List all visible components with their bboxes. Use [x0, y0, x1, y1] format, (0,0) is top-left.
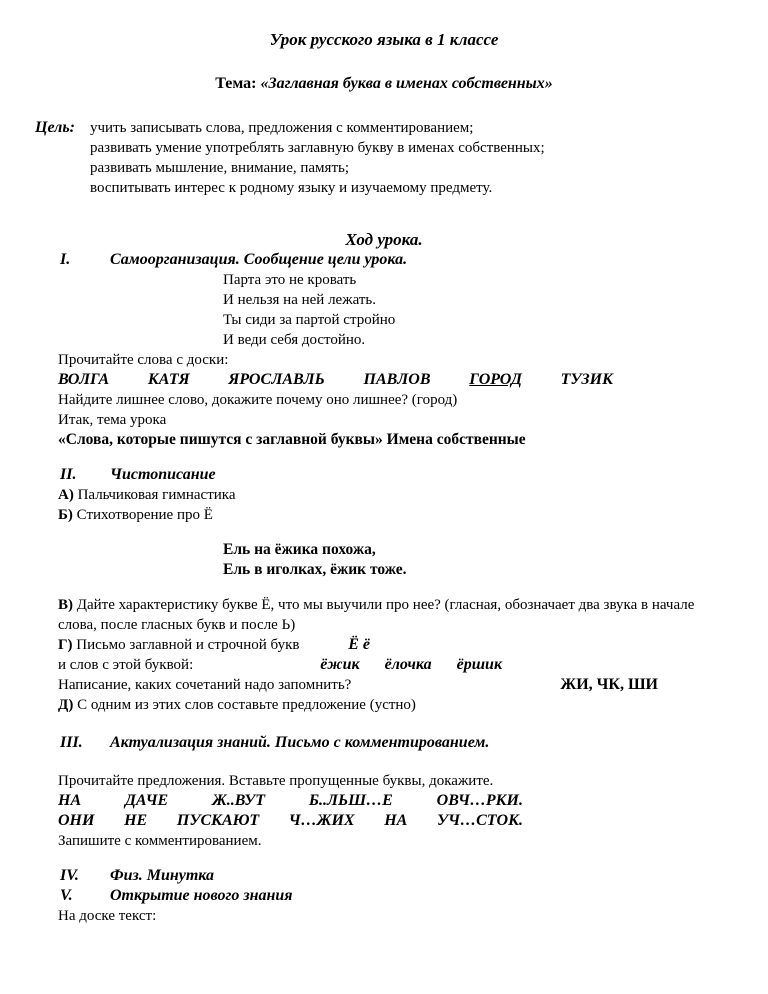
goal-line: воспитывать интерес к родному языку и изучаемому предмету.: [90, 180, 493, 196]
section-1-number: I.: [60, 251, 71, 268]
section-4-title: Физ. Минутка: [110, 867, 215, 884]
lesson-flow-heading: Ход урока.: [345, 230, 423, 249]
board-word: КАТЯ: [147, 371, 190, 388]
sentence-word: НЕ: [124, 812, 148, 829]
board-word: ЯРОСЛАВЛЬ: [228, 371, 325, 388]
goal-block: [0, 118, 768, 198]
letter-words-label: и слов с этой буквой:: [58, 657, 194, 673]
board-word-underlined: ГОРОД: [469, 371, 522, 388]
sentence-word: ОНИ: [58, 812, 95, 829]
so-theme-line: Итак, тема урока: [58, 412, 167, 428]
combinations-line: [58, 675, 658, 695]
letter-word: ёжик: [320, 656, 360, 673]
read-sentences-prompt: Прочитайте предложения. Вставьте пропущенные буквы, докажите.: [58, 773, 494, 789]
letters-sample: Ё ё: [348, 636, 370, 653]
item-v-text: Дайте характеристику букве Ё, что мы выучили про нее? (гласная, обозначает два звука в начале слова, после гласных букв и после Ь): [58, 597, 695, 633]
board-word: ПАВЛОВ: [363, 371, 431, 388]
sentence-word: ОВЧ…РКИ.: [436, 792, 523, 809]
sentence-word: ДАЧЕ: [124, 792, 169, 809]
letter-word: ёлочка: [384, 656, 432, 673]
item-d-label: Д): [58, 697, 74, 713]
section-3-number: III.: [60, 734, 83, 751]
combinations-value: ЖИ, ЧК, ШИ: [560, 676, 658, 693]
theme-text: «Заглавная буква в именах собственных»: [260, 75, 553, 92]
section-2-number: II.: [60, 466, 77, 483]
item-g-text: Письмо заглавной и строчной букв: [76, 637, 300, 653]
page-title: Урок русского языка в 1 классе: [269, 30, 499, 49]
section-5-heading: [60, 886, 768, 906]
dictation-sentence-1: [58, 791, 523, 811]
write-prompt: Запишите с комментированием.: [58, 833, 262, 849]
sentence-word: Ч…ЖИХ: [288, 812, 355, 829]
letter-words: [320, 655, 502, 675]
sentence-word: НА: [384, 812, 408, 829]
board-words-row: [58, 370, 613, 390]
section-3-heading: [60, 733, 768, 753]
poem-block: [223, 270, 768, 350]
rhyme-line: Ель в иголках, ёжик тоже.: [223, 561, 407, 578]
sentence-word: Б..ЛЬШ…Е: [308, 792, 393, 809]
section-4-number: IV.: [60, 867, 79, 884]
poem-line: И веди себя достойно.: [223, 332, 366, 348]
section-2-title: Чистописание: [110, 466, 216, 483]
item-a-text: Пальчиковая гимнастика: [77, 487, 236, 503]
item-v: [58, 595, 713, 635]
goal-lines: [90, 118, 545, 198]
item-a-label: А): [58, 487, 74, 503]
section-5-title: Открытие нового знания: [110, 887, 293, 904]
combinations-prompt: Написание, каких сочетаний надо запомнить?: [58, 677, 352, 693]
item-g: [58, 635, 728, 655]
goal-line: учить записывать слова, предложения с комментированием;: [90, 120, 474, 136]
board-word: ТУЗИК: [560, 371, 613, 388]
board-word: ВОЛГА: [58, 371, 110, 388]
board-text-prompt: На доске текст:: [58, 908, 157, 924]
goal-line: развивать мышление, внимание, память;: [90, 160, 350, 176]
item-b: [58, 505, 728, 525]
sentence-word: ПУСКАЮТ: [176, 812, 260, 829]
item-d: [58, 695, 728, 715]
item-b-label: Б): [58, 507, 73, 523]
section-4-heading: [60, 866, 768, 886]
sentence-word: Ж..ВУТ: [212, 792, 265, 809]
read-words-prompt: Прочитайте слова с доски:: [58, 352, 229, 368]
theme-statement: «Слова, которые пишутся с заглавной буквы» Имена собственные: [58, 431, 526, 448]
letter-word: ёршик: [456, 656, 503, 673]
poem-line: Ты сиди за партой стройно: [223, 312, 396, 328]
sentence-word: НА: [58, 792, 82, 809]
item-a: [58, 485, 728, 505]
letter-words-line: [58, 655, 728, 675]
section-1-title: Самоорганизация. Сообщение цели урока.: [110, 251, 408, 268]
rhyme-line: Ель на ёжика похожа,: [223, 541, 376, 558]
poem-line: И нельзя на ней лежать.: [223, 292, 376, 308]
item-d-text: С одним из этих слов составьте предложение (устно): [77, 697, 416, 713]
item-b-text: Стихотворение про Ё: [76, 507, 213, 523]
sentence-word: УЧ…СТОК.: [437, 812, 523, 829]
item-g-label: Г): [58, 637, 73, 653]
section-5-number: V.: [60, 887, 73, 904]
theme-line: [0, 74, 768, 94]
goal-label: Цель:: [35, 119, 75, 136]
goal-line: развивать умение употреблять заглавную букву в именах собственных;: [90, 140, 545, 156]
rhyme-block: [223, 540, 728, 580]
theme-label: Тема:: [215, 75, 257, 92]
item-v-label: В): [58, 597, 73, 613]
dictation-sentence-2: [58, 811, 523, 831]
find-extra-prompt: Найдите лишнее слово, докажите почему оно лишнее? (город): [58, 392, 458, 408]
poem-line: Парта это не кровать: [223, 272, 357, 288]
section-1-heading: [60, 250, 768, 270]
section-3-title: Актуализация знаний. Письмо с комментированием.: [110, 734, 490, 751]
section-2-heading: [60, 465, 768, 485]
